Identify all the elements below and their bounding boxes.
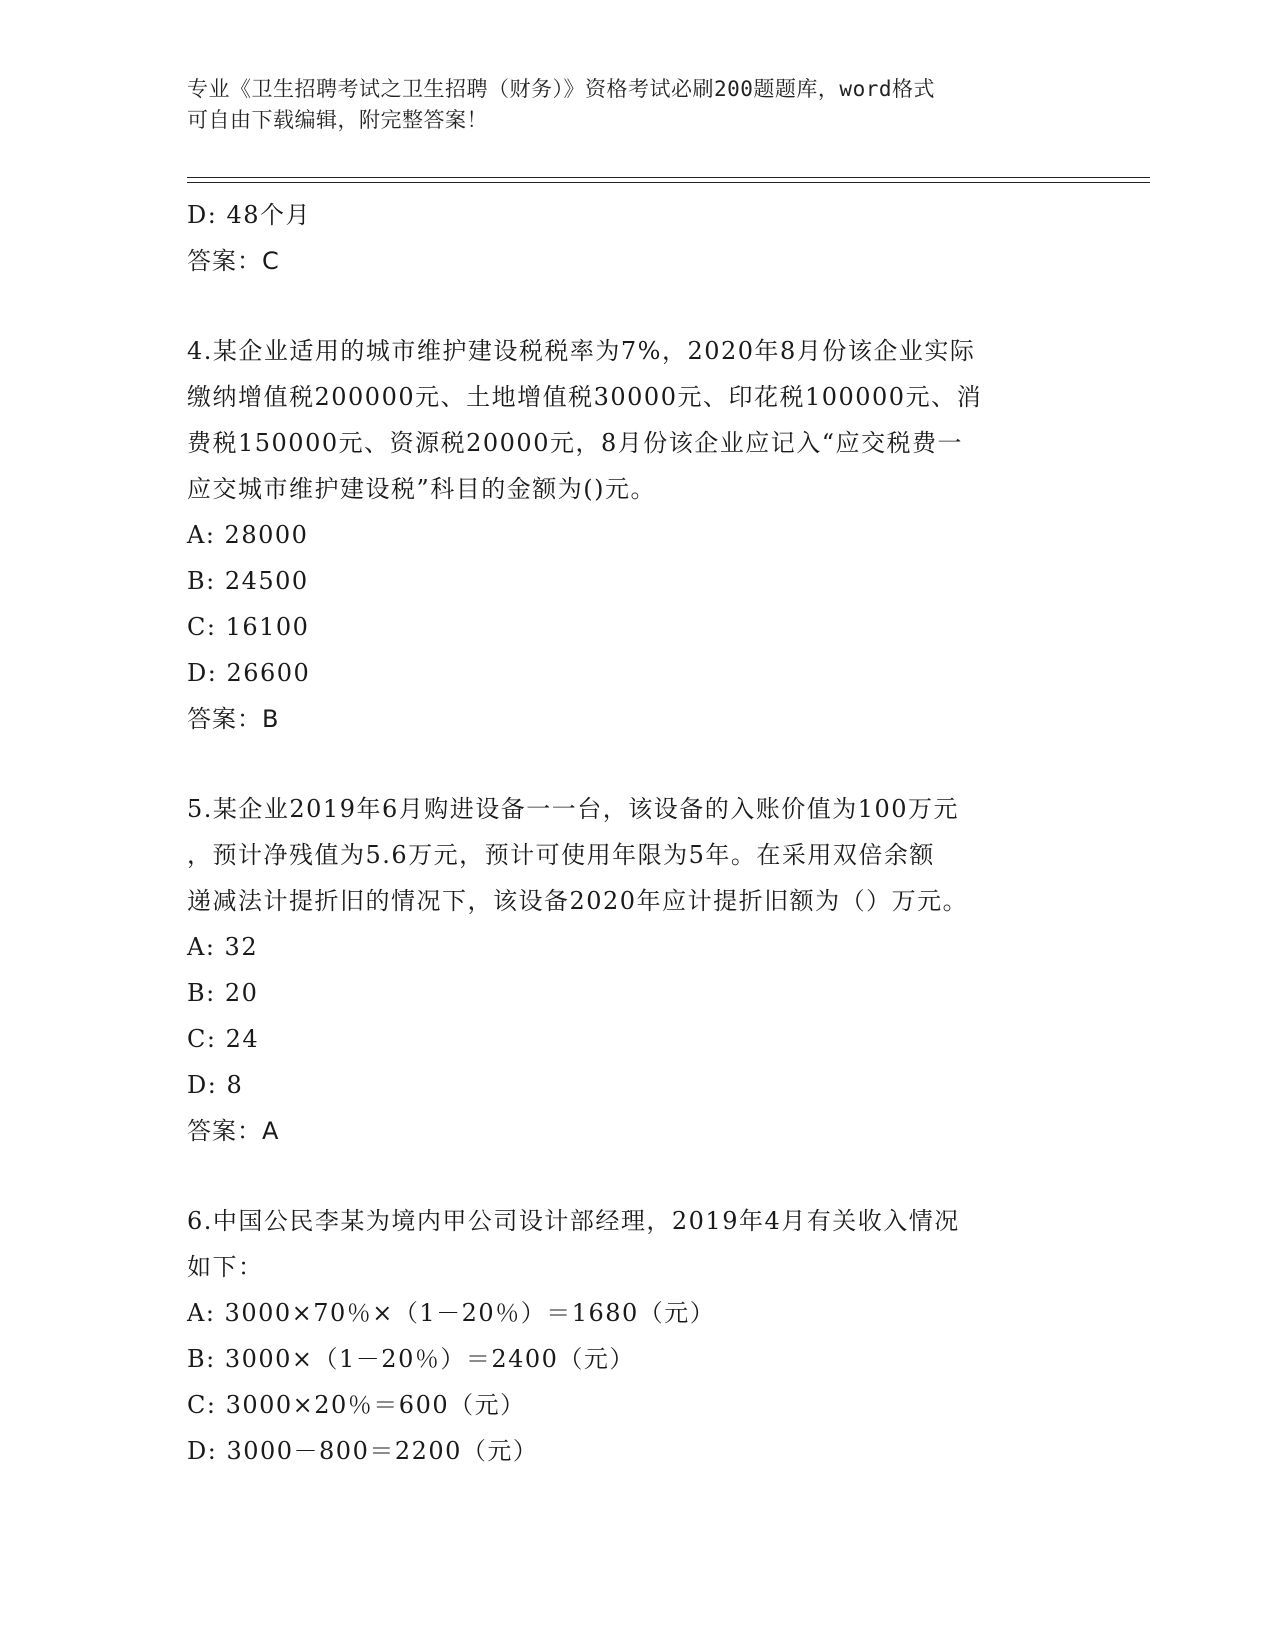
header-rule-top [187,177,1150,178]
header-rule-bottom [187,182,1150,183]
option-d: D: 3000－800＝2200（元） [187,1437,539,1465]
option-a: A: 3000×70％×（1－20％）＝1680（元） [187,1299,716,1327]
document-body [187,192,1087,1474]
spacer [187,284,1087,328]
spacer [187,1154,1087,1198]
question-text-line: 6.中国公民李某为境内甲公司设计部经理，2019年4月有关收入情况 [187,1207,960,1235]
option-b: B: 20 [187,979,259,1007]
question-text-line: 缴纳增值税200000元、土地增值税30000元、印花税100000元、消 [187,383,983,411]
question-text-line: ，预计净残值为5.6万元，预计可使用年限为5年。在采用双倍余额 [187,841,935,869]
answer: 答案：B [187,705,280,733]
option-b: B: 24500 [187,567,309,595]
option-c: C: 24 [187,1025,260,1053]
question-5 [187,786,1087,1154]
option-a: A: 28000 [187,521,309,549]
question-text-line: 递减法计提折旧的情况下，该设备2020年应计提折旧额为（）万元。 [187,887,969,915]
question-text-line: 费税150000元、资源税20000元，8月份该企业应记入“应交税费一 [187,429,964,457]
question-4 [187,328,1087,742]
spacer [187,742,1087,786]
option-a: A: 32 [187,933,259,961]
option-d: D: 8 [187,1071,244,1099]
question-6 [187,1198,1087,1474]
answer: 答案：C [187,247,280,275]
question-text-line: 4.某企业适用的城市维护建设税税率为7%，2020年8月份该企业实际 [187,337,976,365]
option-c: C: 3000×20％＝600（元） [187,1391,526,1419]
header-line-1: 专业《卫生招聘考试之卫生招聘（财务）》资格考试必刷200题题库，word格式 [187,77,935,101]
answer: 答案：A [187,1117,280,1145]
document-header [187,74,1087,136]
option-d: D: 26600 [187,659,311,687]
option-c: C: 16100 [187,613,310,641]
header-line-2: 可自由下载编辑，附完整答案！ [187,108,488,132]
option-b: B: 3000×（1－20％）＝2400（元） [187,1345,635,1373]
question-3-tail [187,192,1087,284]
option-d: D: 48个月 [187,201,311,229]
question-text-line: 如下： [187,1253,264,1281]
question-text-line: 应交城市维护建设税”科目的金额为()元。 [187,475,656,503]
question-text-line: 5.某企业2019年6月购进设备一一台，该设备的入账价值为100万元 [187,795,960,823]
